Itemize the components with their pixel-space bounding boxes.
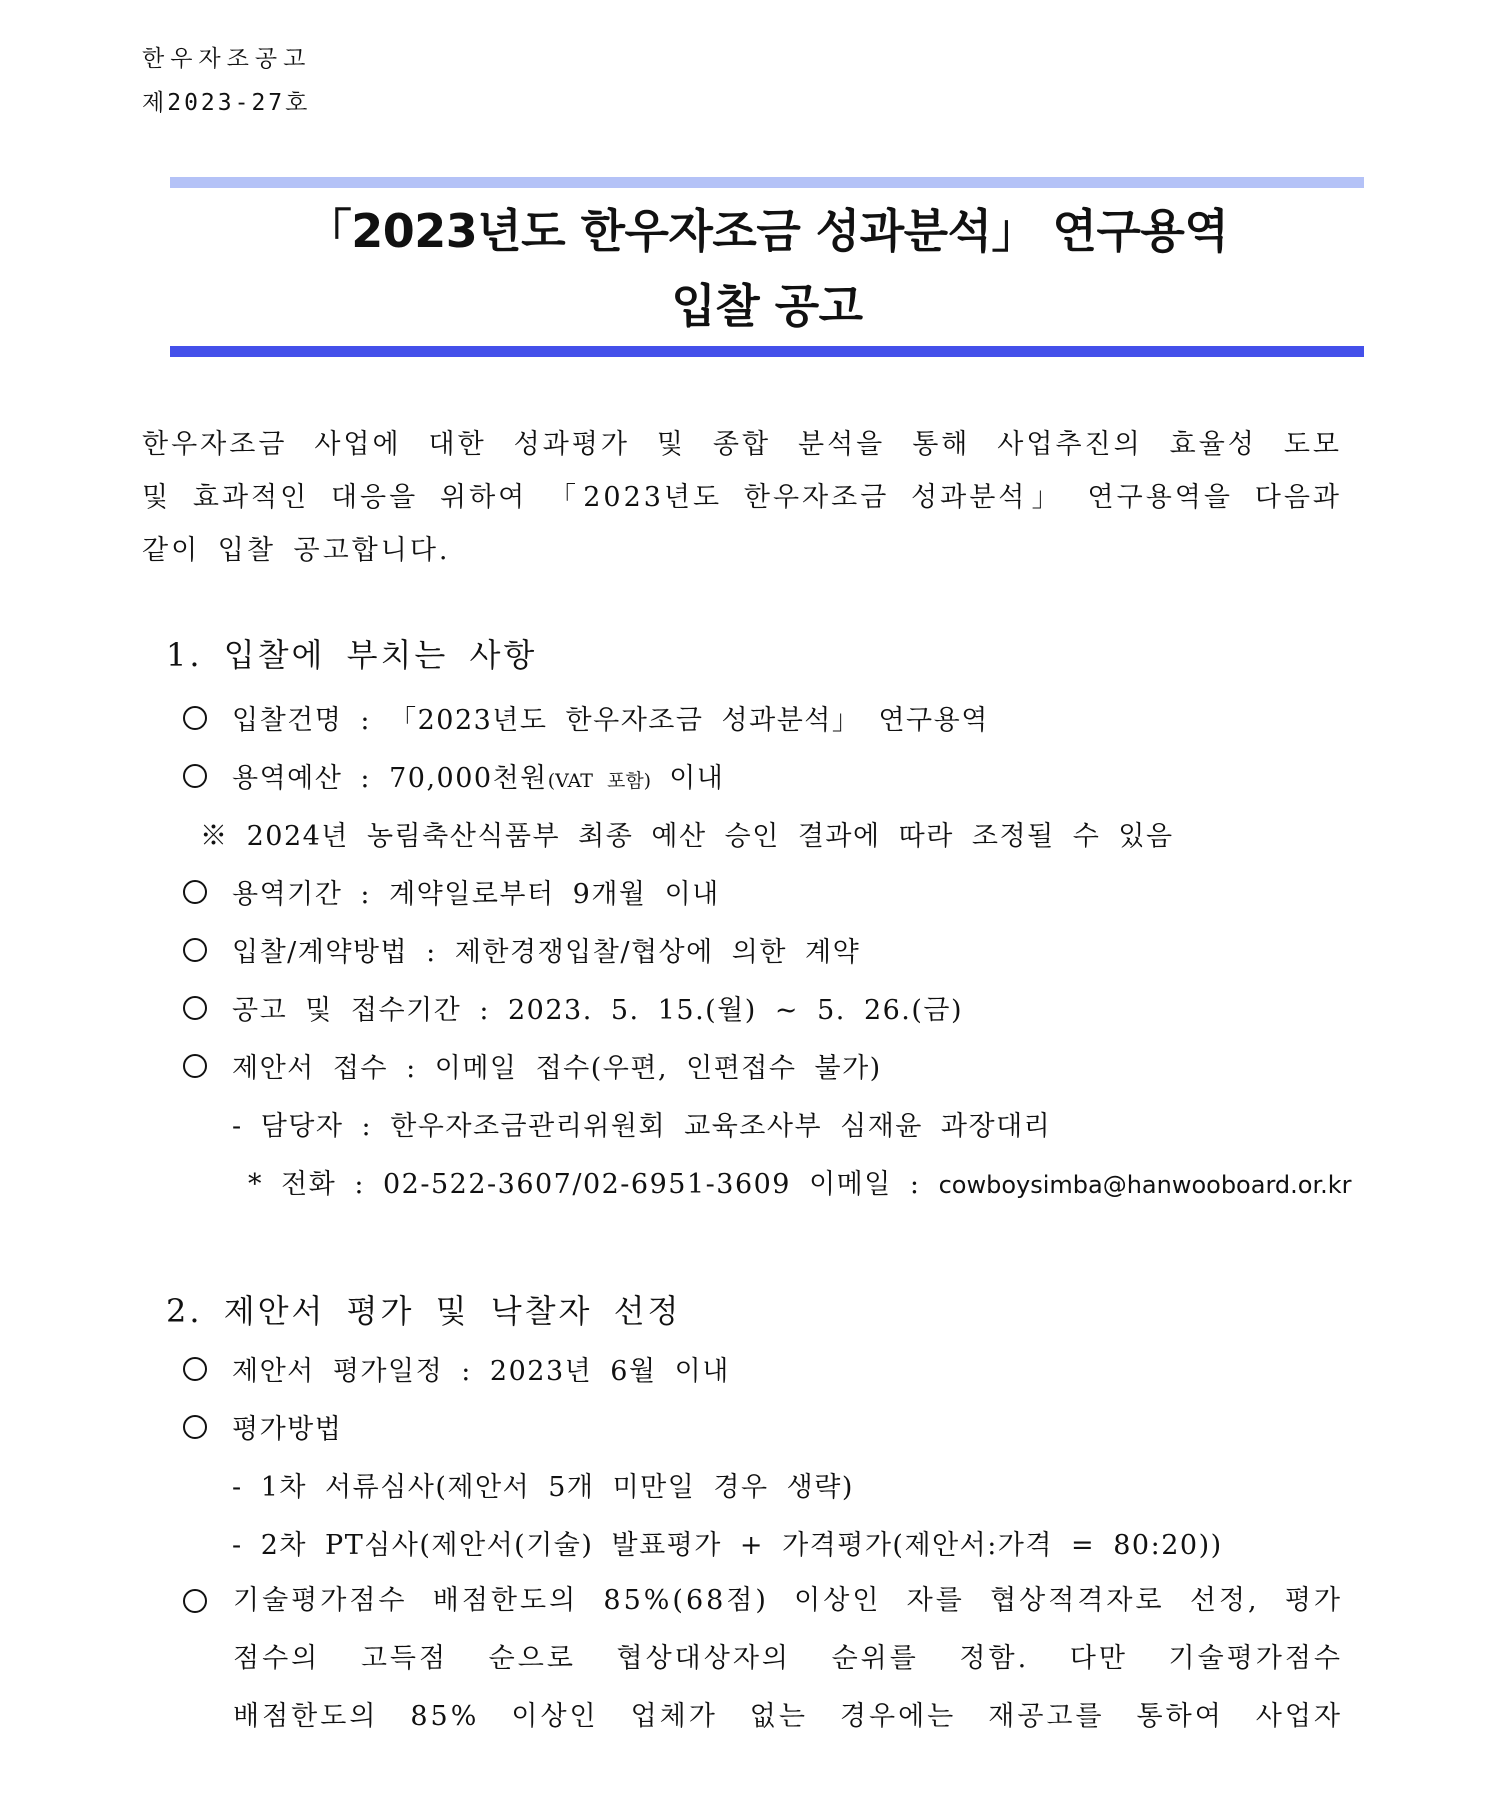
evaluation-stage-2: - 2차 PT심사(제안서(기술) 발표평가 + 가격평가(제안서:가격 = 80:20))	[232, 1530, 1223, 1561]
phone-text: * 전화 : 02-522-3607/02-6951-3609 이메일 :	[248, 1169, 939, 1200]
budget-note: ※ 2024년 농림축산식품부 최종 예산 승인 결과에 따라 조정될 수 있음	[200, 821, 1174, 852]
contact-person: - 담당자 : 한우자조금관리위원회 교육조사부 심재윤 과장대리	[232, 1111, 1052, 1142]
circle-bullet-icon	[183, 764, 207, 788]
page-title: 「2023년도 한우자조금 성과분석」 연구용역	[305, 204, 1229, 258]
paragraph-line: 배점한도의 85% 이상인 업체가 없는 경우에는 재공고를 통하여 사업자	[233, 1701, 1343, 1732]
evaluation-method-item: 평가방법	[232, 1414, 343, 1445]
contract-method-item: 입찰/계약방법 : 제한경쟁입찰/협상에 의한 계약	[232, 937, 861, 968]
evaluation-schedule-item: 제안서 평가일정 : 2023년 6월 이내	[232, 1356, 730, 1387]
circle-bullet-icon	[183, 1589, 207, 1613]
paragraph-line: 점수의 고득점 순으로 협상대상자의 순위를 정함. 다만 기술평가점수	[233, 1643, 1343, 1674]
budget-item	[232, 756, 724, 795]
section-heading: 2. 제안서 평가 및 낙찰자 선정	[166, 1292, 682, 1330]
contact-email-link[interactable]: cowboysimba@hanwooboard.or.kr	[938, 1171, 1352, 1199]
circle-bullet-icon	[183, 1054, 207, 1078]
intro-line: 한우자조금 사업에 대한 성과평가 및 종합 분석을 통해 사업추진의 효율성 도모	[142, 429, 1342, 460]
notice-number: 제2023-27호	[142, 90, 311, 116]
intro-line: 및 효과적인 대응을 위하여 「2023년도 한우자조금 성과분석」 연구용역을 다음과	[142, 482, 1342, 513]
title-top-rule	[170, 177, 1364, 188]
budget-text: 용역예산 : 70,000천원	[232, 763, 548, 794]
contact-phone	[248, 1162, 1352, 1201]
circle-bullet-icon	[183, 1415, 207, 1439]
intro-paragraph	[142, 418, 1342, 577]
intro-line: 같이 입찰 공고합니다.	[142, 535, 451, 566]
title-bottom-rule	[170, 346, 1364, 357]
evaluation-stage-1: - 1차 서류심사(제안서 5개 미만일 경우 생략)	[232, 1472, 854, 1503]
circle-bullet-icon	[183, 706, 207, 730]
page-subtitle: 입찰 공고	[671, 279, 863, 333]
notice-org: 한우자조공고	[142, 46, 312, 72]
notice-period-item: 공고 및 접수기간 : 2023. 5. 15.(월) ~ 5. 26.(금)	[232, 995, 964, 1026]
budget-vat-note: (VAT 포함)	[547, 770, 652, 792]
circle-bullet-icon	[183, 880, 207, 904]
budget-tail: 이내	[651, 763, 725, 794]
evaluation-criteria-paragraph	[233, 1572, 1343, 1746]
paragraph-line: 기술평가점수 배점한도의 85%(68점) 이상인 자를 협상적격자로 선정, 평가	[233, 1585, 1343, 1616]
circle-bullet-icon	[183, 1357, 207, 1381]
section-heading: 1. 입찰에 부치는 사항	[166, 636, 538, 674]
circle-bullet-icon	[183, 938, 207, 962]
submission-item: 제안서 접수 : 이메일 접수(우편, 인편접수 불가)	[232, 1053, 882, 1084]
bid-title-item: 입찰건명 : 「2023년도 한우자조금 성과분석」 연구용역	[232, 705, 989, 736]
period-item: 용역기간 : 계약일로부터 9개월 이내	[232, 879, 720, 910]
circle-bullet-icon	[183, 996, 207, 1020]
